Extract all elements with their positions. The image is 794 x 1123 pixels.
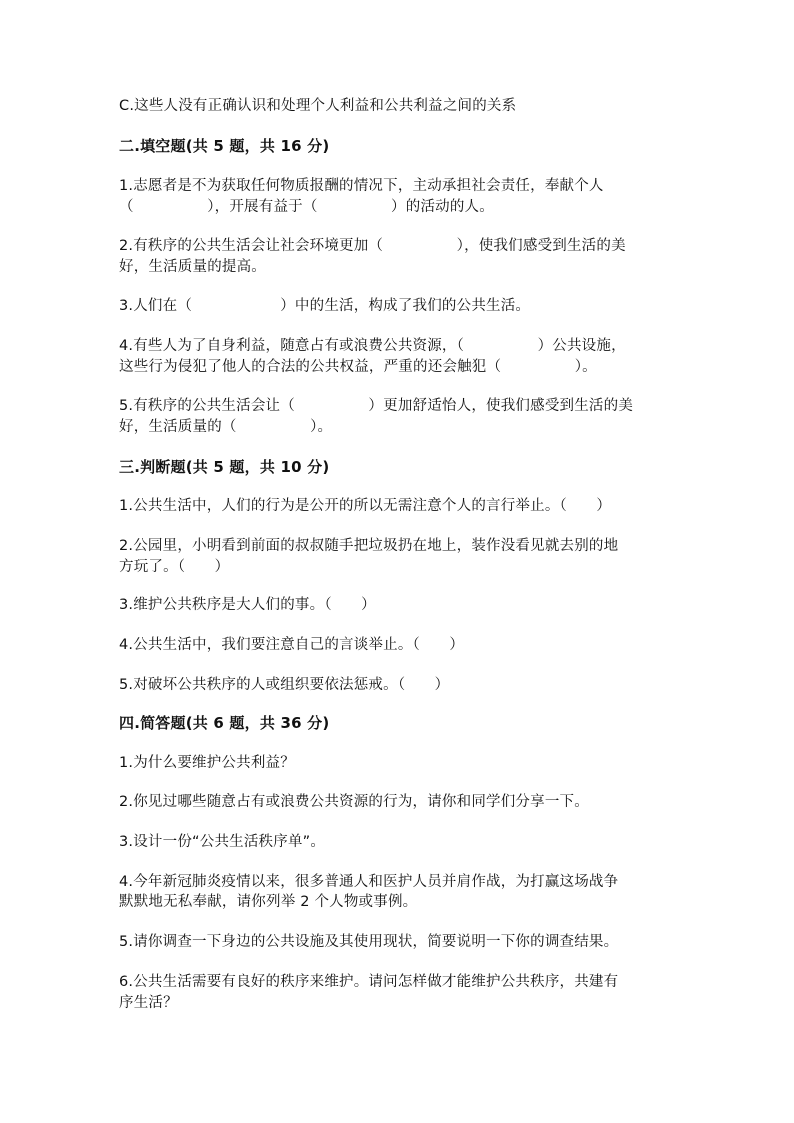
- tf-q1-line1: 1.公共生活中，人们的行为是公开的所以无需注意个人的言行举止。（ ）: [119, 498, 612, 514]
- fill-q1-line2: （ ），开展有益于（ ）的活动的人。: [119, 199, 494, 215]
- option-c-line: C.这些人没有正确认识和处理个人利益和公共利益之间的关系: [119, 98, 517, 114]
- sa-q1-line1: 1.为什么要维护公共利益？: [119, 755, 295, 771]
- section-heading-fill-in: 二.填空题(共 5 题，共 16 分): [119, 137, 330, 155]
- sa-q2-line1: 2.你见过哪些随意占有或浪费公共资源的行为，请你和同学们分享一下。: [119, 794, 589, 810]
- sa-q6-line1: 6.公共生活需要有良好的秩序来维护。请问怎样做才能维护公共秩序，共建有: [119, 974, 619, 990]
- fill-q2-line2: 好，生活质量的提高。: [119, 259, 266, 275]
- tf-q3-line1: 3.维护公共秩序是大人们的事。（ ）: [119, 597, 376, 613]
- fill-q3-line1: 3.人们在（ ）中的生活，构成了我们的公共生活。: [119, 298, 531, 314]
- fill-q4-line2: 这些行为侵犯了他人的合法的公共权益，严重的还会触犯（ ）。: [119, 359, 597, 375]
- fill-q5-line2: 好，生活质量的（ ）。: [119, 419, 333, 435]
- section-heading-true-false: 三.判断题(共 5 题，共 10 分): [119, 458, 330, 476]
- sa-q6-line2: 序生活？: [119, 995, 178, 1011]
- sa-q3-line1: 3.设计一份“公共生活秩序单”。: [119, 834, 326, 850]
- tf-q4-line1: 4.公共生活中，我们要注意自己的言谈举止。（ ）: [119, 637, 465, 653]
- sa-q4-line2: 默默地无私奉献，请你列举 2 个人物或事例。: [119, 894, 418, 910]
- fill-q4-line1: 4.有些人为了自身利益，随意占有或浪费公共资源，（ ）公共设施，: [119, 338, 626, 354]
- tf-q5-line1: 5.对破坏公共秩序的人或组织要依法惩戒。（ ）: [119, 677, 450, 693]
- fill-q2-line1: 2.有秩序的公共生活会让社会环境更加（ ），使我们感受到生活的美: [119, 238, 626, 254]
- tf-q2-line2: 方玩了。（ ）: [119, 559, 230, 575]
- sa-q5-line1: 5.请你调查一下身边的公共设施及其使用现状，简要说明一下你的调查结果。: [119, 934, 619, 950]
- fill-q1-line1: 1.志愿者是不为获取任何物质报酬的情况下，主动承担社会责任，奉献个人: [119, 178, 604, 194]
- tf-q2-line1: 2.公园里，小明看到前面的叔叔随手把垃圾扔在地上，装作没看见就去别的地: [119, 538, 619, 554]
- sa-q4-line1: 4.今年新冠肺炎疫情以来，很多普通人和医护人员并肩作战，为打赢这场战争: [119, 874, 619, 890]
- fill-q5-line1: 5.有秩序的公共生活会让（ ）更加舒适怡人，使我们感受到生活的美: [119, 398, 634, 414]
- section-heading-short-answer: 四.简答题(共 6 题，共 36 分): [119, 714, 330, 732]
